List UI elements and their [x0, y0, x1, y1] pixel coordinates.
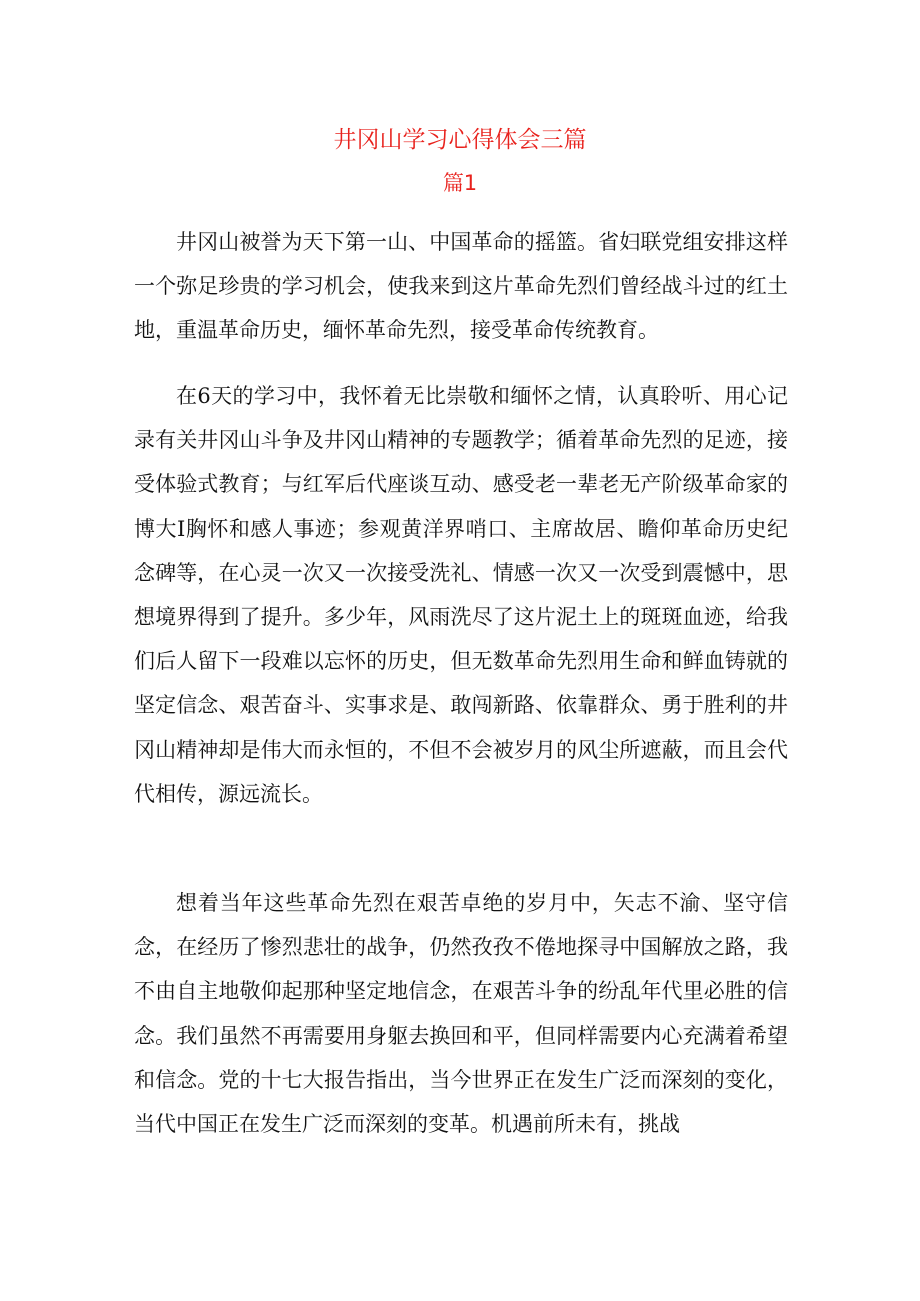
section-heading: 篇1: [442, 171, 478, 195]
paragraph-2: 在6天的学习中，我怀着无比崇敬和缅怀之情，认真聆听、用心记录有关井冈山斗争及井冈山精神的专题教学；循着革命先烈的足迹，接受体验式教育；与红军后代座谈互动、感受老一辈老无产阶级革命家的博大I胸怀和感人事迹；参观黄洋界哨口、主席故居、瞻仰革命历史纪念碑等，在心灵一次又一次接受洗礼、情感一次又一次受到震憾中，思想境界得到了提升。多少年，风雨洗尽了这片泥土上的斑斑血迹，给我们后人留下一段难以忘怀的历史，但无数革命先烈用生命和鲜血铸就的坚定信念、艰苦奋斗、实事求是、敢闯新路、依靠群众、勇于胜利的井冈山精神却是伟大而永恒的，不但不会被岁月的风尘所遮蔽，而且会代代相传，源远流长。: [134, 384, 788, 806]
paragraph-3: 想着当年这些革命先烈在艰苦卓绝的岁月中，矢志不渝、坚守信念，在经历了惨烈悲壮的战争，仍然孜孜不倦地探寻中国解放之路，我不由自主地敬仰起那种坚定地信念，在艰苦斗争的纷乱年代里必胜的信念。我们虽然不再需要用身躯去换回和平，但同样需要内心充满着希望和信念。党的十七大报告指出，当今世界正在发生广泛而深刻的变化，当代中国正在发生广泛而深刻的变革。机遇前所未有，挑战: [134, 891, 788, 1137]
document-title: 井冈山学习心得体会三篇: [333, 127, 587, 153]
paragraph-1: 井冈山被誉为天下第一山、中国革命的摇篮。省妇联党组安排这样一个弥足珍贵的学习机会，使我来到这片革命先烈们曾经战斗过的红土地，重温革命历史，缅怀革命先烈，接受革命传统教育。: [134, 230, 788, 343]
